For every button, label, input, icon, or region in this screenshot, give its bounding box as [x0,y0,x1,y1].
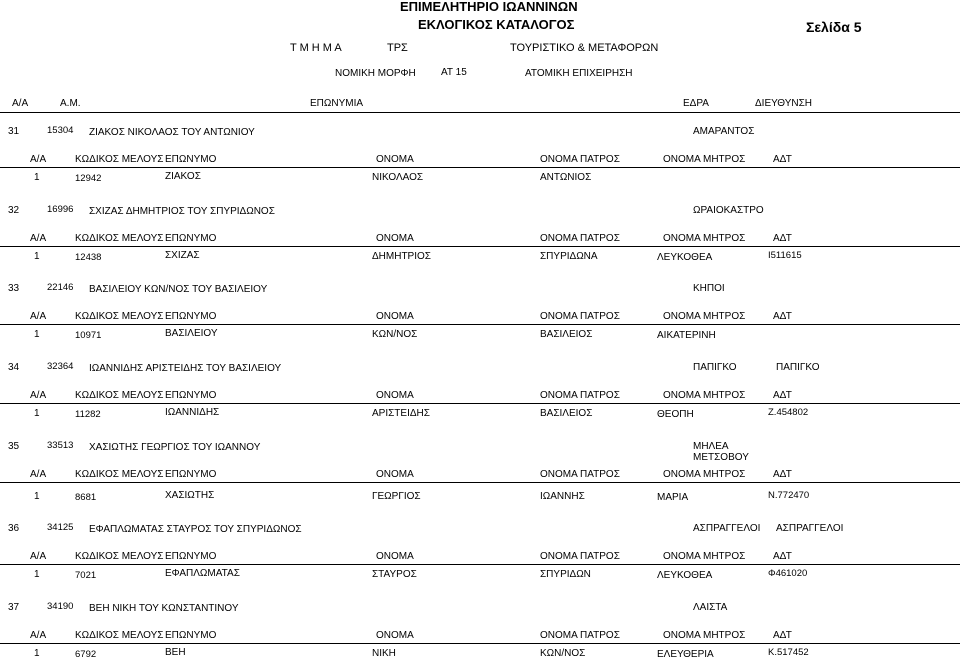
record-eponymia: ΒΑΣΙΛΕΙΟΥ ΚΩΝ/ΝΟΣ ΤΟΥ ΒΑΣΙΛΕΙΟΥ [89,284,268,295]
member-col-mother: ΟΝΟΜΑ ΜΗΤΡΟΣ [663,233,746,244]
member-col-aa: Α/Α [30,630,47,641]
page-number: Σελίδα 5 [806,19,862,35]
record-dieythynsi: ΠΑΠΙΓΚΟ [776,362,820,373]
section-label: Τ Μ Η Μ Α [290,42,342,54]
member-father: ΣΠΥΡΙΔΩΝ [540,569,591,580]
member-col-code: ΚΩΔΙΚΟΣ ΜΕΛΟΥΣ [75,390,164,401]
record-edra: ΠΑΠΙΓΚΟ [693,362,737,373]
member-surname: ΙΩΑΝΝΙΔΗΣ [165,407,220,418]
member-surname: ΒΕΗ [165,647,186,658]
catalog-title: ΕΚΛΟΓΙΚΟΣ ΚΑΤΑΛΟΓΟΣ [418,17,575,32]
record-edra: ΑΜΑΡΑΝΤΟΣ [693,126,755,137]
member-father: ΑΝΤΩΝΙΟΣ [540,172,592,183]
col-header-am: Α.Μ. [60,98,81,109]
member-aa: 1 [34,329,40,340]
member-mother: ΛΕΥΚΟΘΕΑ [657,252,713,263]
member-aa: 1 [34,648,40,659]
member-col-surname: ΕΠΩΝΥΜΟ [165,154,217,165]
member-surname: ΒΑΣΙΛΕΙΟΥ [165,328,218,339]
member-col-mother: ΟΝΟΜΑ ΜΗΤΡΟΣ [663,390,746,401]
col-header-edra: ΕΔΡΑ [683,98,709,109]
member-col-father: ΟΝΟΜΑ ΠΑΤΡΟΣ [540,551,620,562]
record-aa: 35 [8,441,20,452]
member-divider [0,643,960,644]
member-father: ΒΑΣΙΛΕΙΟΣ [540,408,593,419]
member-col-father: ΟΝΟΜΑ ΠΑΤΡΟΣ [540,311,620,322]
member-surname: ΧΑΣΙΩΤΗΣ [165,490,215,501]
record-am: 15304 [47,125,74,136]
member-aa: 1 [34,491,40,502]
record-aa: 37 [8,602,20,613]
member-father: ΣΠΥΡΙΔΩΝΑ [540,251,598,262]
member-col-father: ΟΝΟΜΑ ΠΑΤΡΟΣ [540,154,620,165]
member-father: ΚΩΝ/ΝΟΣ [540,648,586,659]
member-code: 11282 [75,409,101,420]
member-adt: Ζ.454802 [768,407,809,418]
member-col-father: ΟΝΟΜΑ ΠΑΤΡΟΣ [540,469,620,480]
member-col-adt: ΑΔΤ [773,154,792,165]
member-col-surname: ΕΠΩΝΥΜΟ [165,390,217,401]
section-name: ΤΟΥΡΙΣΤΙΚΟ & ΜΕΤΑΦΟΡΩΝ [510,42,659,54]
member-name: ΝΙΚΗ [372,648,396,659]
member-col-code: ΚΩΔΙΚΟΣ ΜΕΛΟΥΣ [75,630,164,641]
header-divider [0,112,960,113]
member-divider [0,564,960,565]
member-col-surname: ΕΠΩΝΥΜΟ [165,630,217,641]
member-aa: 1 [34,172,40,183]
member-col-code: ΚΩΔΙΚΟΣ ΜΕΛΟΥΣ [75,551,164,562]
member-code: 8681 [75,492,97,503]
member-mother: ΜΑΡΙΑ [657,492,689,503]
legal-form-code: ΑΤ 15 [441,67,467,78]
member-surname: ΣΧΙΖΑΣ [165,250,200,261]
member-divider [0,246,960,247]
member-col-name: ΟΝΟΜΑ [376,311,414,322]
member-col-surname: ΕΠΩΝΥΜΟ [165,233,217,244]
member-col-aa: Α/Α [30,154,47,165]
member-col-aa: Α/Α [30,390,47,401]
col-header-aa: Α/Α [12,98,29,109]
record-aa: 31 [8,126,20,137]
record-eponymia: ΒΕΗ ΝΙΚΗ ΤΟΥ ΚΩΝΣΤΑΝΤΙΝΟΥ [89,603,239,614]
member-col-surname: ΕΠΩΝΥΜΟ [165,311,217,322]
member-surname: ΖΙΑΚΟΣ [165,171,201,182]
member-mother: ΘΕΟΠΗ [657,409,694,420]
record-edra: ΛΑΙΣΤΑ [693,602,728,613]
member-col-father: ΟΝΟΜΑ ΠΑΤΡΟΣ [540,390,620,401]
member-code: 10971 [75,330,102,341]
record-edra: ΑΣΠΡΑΓΓΕΛΟΙ [693,523,761,534]
member-surname: ΕΦΑΠΛΩΜΑΤΑΣ [165,568,240,579]
member-col-mother: ΟΝΟΜΑ ΜΗΤΡΟΣ [663,630,746,641]
member-name: ΝΙΚΟΛΑΟΣ [372,172,424,183]
member-col-adt: ΑΔΤ [773,233,792,244]
section-code: ΤΡΣ [387,42,408,54]
member-col-surname: ΕΠΩΝΥΜΟ [165,469,217,480]
member-code: 12942 [75,173,102,184]
member-col-adt: ΑΔΤ [773,551,792,562]
member-col-aa: Α/Α [30,233,47,244]
record-edra: ΚΗΠΟΙ [693,283,725,294]
member-col-adt: ΑΔΤ [773,630,792,641]
record-aa: 32 [8,205,20,216]
member-col-name: ΟΝΟΜΑ [376,390,414,401]
record-am: 34190 [47,601,74,612]
record-eponymia: ΙΩΑΝΝΙΔΗΣ ΑΡΙΣΤΕΙΔΗΣ ΤΟΥ ΒΑΣΙΛΕΙΟΥ [89,363,282,374]
member-aa: 1 [34,408,40,419]
member-name: ΚΩΝ/ΝΟΣ [372,329,418,340]
legal-form-name: ΑΤΟΜΙΚΗ ΕΠΙΧΕΙΡΗΣΗ [525,68,633,79]
member-col-mother: ΟΝΟΜΑ ΜΗΤΡΟΣ [663,154,746,165]
member-col-surname: ΕΠΩΝΥΜΟ [165,551,217,562]
record-aa: 36 [8,523,20,534]
member-divider [0,482,960,483]
member-col-adt: ΑΔΤ [773,469,792,480]
member-col-aa: Α/Α [30,551,47,562]
member-name: ΓΕΩΡΓΙΟΣ [372,491,421,502]
member-divider [0,167,960,168]
member-col-code: ΚΩΔΙΚΟΣ ΜΕΛΟΥΣ [75,154,164,165]
member-col-name: ΟΝΟΜΑ [376,630,414,641]
member-col-aa: Α/Α [30,311,47,322]
record-am: 16996 [47,204,74,215]
member-mother: ΛΕΥΚΟΘΕΑ [657,570,713,581]
member-col-name: ΟΝΟΜΑ [376,154,414,165]
member-col-mother: ΟΝΟΜΑ ΜΗΤΡΟΣ [663,311,746,322]
member-code: 6792 [75,649,97,660]
member-adt: Ν.772470 [768,490,810,501]
member-code: 7021 [75,570,97,581]
member-adt: Ι511615 [768,250,802,261]
member-aa: 1 [34,569,40,580]
member-col-code: ΚΩΔΙΚΟΣ ΜΕΛΟΥΣ [75,233,164,244]
member-col-aa: Α/Α [30,469,47,480]
member-col-adt: ΑΔΤ [773,311,792,322]
record-am: 33513 [47,440,74,451]
member-col-code: ΚΩΔΙΚΟΣ ΜΕΛΟΥΣ [75,469,164,480]
member-name: ΑΡΙΣΤΕΙΔΗΣ [372,408,430,419]
member-divider [0,403,960,404]
member-col-name: ΟΝΟΜΑ [376,551,414,562]
member-col-name: ΟΝΟΜΑ [376,469,414,480]
member-father: ΙΩΑΝΝΗΣ [540,491,585,502]
member-col-name: ΟΝΟΜΑ [376,233,414,244]
record-eponymia: ΧΑΣΙΩΤΗΣ ΓΕΩΡΓΙΟΣ ΤΟΥ ΙΩΑΝΝΟΥ [89,442,261,453]
member-father: ΒΑΣΙΛΕΙΟΣ [540,329,593,340]
record-edra: ΩΡΑΙΟΚΑΣΤΡΟ [693,205,764,216]
member-adt: Φ461020 [768,568,808,579]
record-am: 22146 [47,282,74,293]
record-am: 34125 [47,522,74,533]
legal-form-label: ΝΟΜΙΚΗ ΜΟΡΦΗ [335,68,416,79]
member-mother: ΑΙΚΑΤΕΡΙΝΗ [657,330,716,341]
chamber-title: ΕΠΙΜΕΛΗΤΗΡΙΟ ΙΩΑΝΝΙΝΩΝ [400,0,578,14]
member-adt: Κ.517452 [768,647,809,658]
member-name: ΔΗΜΗΤΡΙΟΣ [372,251,431,262]
record-dieythynsi: ΑΣΠΡΑΓΓΕΛΟΙ [776,523,844,534]
record-eponymia: ΣΧΙΖΑΣ ΔΗΜΗΤΡΙΟΣ ΤΟΥ ΣΠΥΡΙΔΩΝΟΣ [89,206,275,217]
col-header-dieythynsi: ΔΙΕΥΘΥΝΣΗ [755,98,812,109]
member-aa: 1 [34,251,40,262]
member-col-mother: ΟΝΟΜΑ ΜΗΤΡΟΣ [663,469,746,480]
record-edra-line2: ΜΕΤΣΟΒΟΥ [693,452,749,463]
record-aa: 33 [8,283,20,294]
record-eponymia: ΕΦΑΠΛΩΜΑΤΑΣ ΣΤΑΥΡΟΣ ΤΟΥ ΣΠΥΡΙΔΩΝΟΣ [89,524,302,535]
member-divider [0,324,960,325]
col-header-eponymia: ΕΠΩΝΥΜΙΑ [310,98,364,109]
record-aa: 34 [8,362,20,373]
member-mother: ΕΛΕΥΘΕΡΙΑ [657,649,714,660]
member-col-adt: ΑΔΤ [773,390,792,401]
record-edra: ΜΗΛΕΑ [693,441,729,452]
member-code: 12438 [75,252,102,263]
member-col-father: ΟΝΟΜΑ ΠΑΤΡΟΣ [540,233,620,244]
record-am: 32364 [47,361,74,372]
record-eponymia: ΖΙΑΚΟΣ ΝΙΚΟΛΑΟΣ ΤΟΥ ΑΝΤΩΝΙΟΥ [89,127,255,138]
member-name: ΣΤΑΥΡΟΣ [372,569,417,580]
member-col-father: ΟΝΟΜΑ ΠΑΤΡΟΣ [540,630,620,641]
member-col-mother: ΟΝΟΜΑ ΜΗΤΡΟΣ [663,551,746,562]
member-col-code: ΚΩΔΙΚΟΣ ΜΕΛΟΥΣ [75,311,164,322]
